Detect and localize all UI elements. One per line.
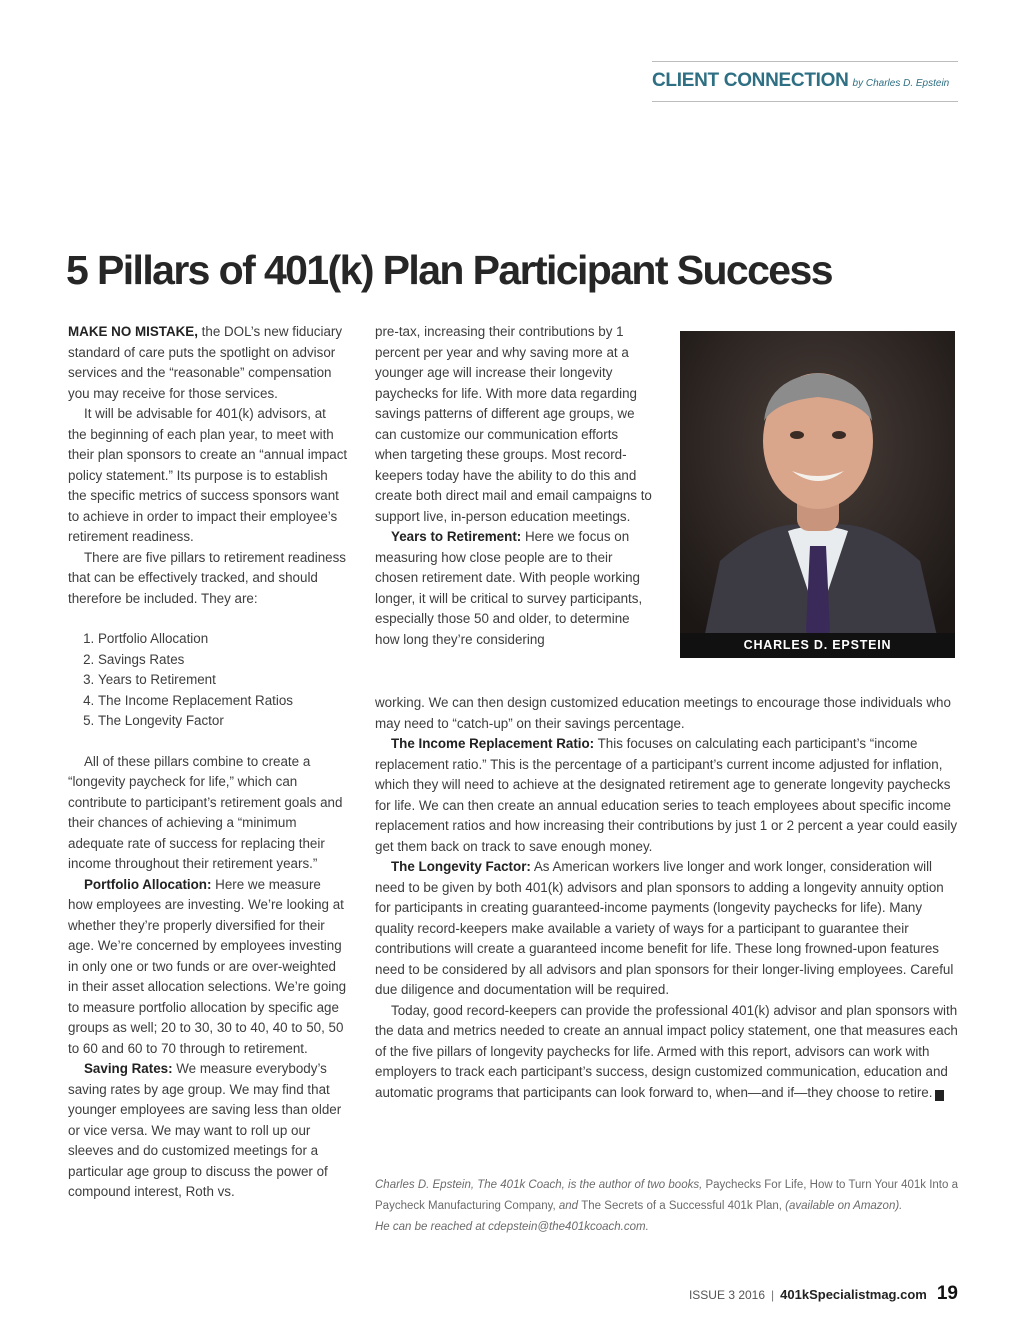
column-middle	[375, 322, 653, 650]
portrait-illustration	[680, 331, 955, 658]
subhead-income: The Income Replacement Ratio:	[391, 736, 595, 751]
book-title-2: The Secrets of a Successful 401k Plan,	[581, 1200, 782, 1212]
paragraph: There are five pillars to retirement readiness that can be effectively tracked, and should therefore be included. They are:	[68, 549, 346, 606]
lead-in: MAKE NO MISTAKE,	[68, 324, 198, 339]
paragraph: It will be advisable for 401(k) advisors, at the beginning of each plan year, to meet with their plan sponsors to create an “annual impact policy statement.” Its purpose is to establish the specific metrics of success sponsors want to achieve in order to impact their employee’s retirement readiness.	[68, 406, 348, 544]
paragraph: pre-tax, increasing their contributions by 1 percent per year and why saving more at a younger age will increase their longevity paychecks for life. With more data regarding savings patterns of different age groups, we can customize our communication efforts when targeting these groups. Most record-keepers today have the ability to do this and create both direct mail and email campaigns to support live, in-person education meetings.	[375, 324, 652, 524]
column-wide	[375, 693, 959, 1103]
footer-separator: |	[771, 1288, 775, 1302]
text-closing: Today, good record-keepers can provide the professional 401(k) advisor and plan sponsors with the data and metrics needed to create an annual impact policy statement, one that measures each of the five pillars of longevity paychecks for life. Armed with this report, advisors can work with employers to track each participant’s success, design customized communication, education and automatic programs that participants can look forward to, when—and if—they choose to retire.	[375, 1002, 958, 1100]
subhead-portfolio: Portfolio Allocation:	[84, 876, 212, 892]
header-rule-top	[652, 61, 958, 62]
subhead-longevity: The Longevity Factor:	[391, 859, 531, 874]
bio-text: Charles D. Epstein, The 401k Coach, is the author of two books,	[375, 1179, 706, 1191]
list-item: 4. The Income Replacement Ratios	[98, 691, 348, 712]
page-number: 19	[936, 1283, 958, 1304]
page-footer	[689, 1283, 958, 1305]
header-rule-bottom	[652, 101, 958, 102]
text-income: This focuses on calculating each participant’s “income replacement ratio.” This is the percentage of a participant’s current income adjusted for inflation, which they will need to achieve at the designated retirement age to generate longevity paychecks for life. We can then create an annual education series to teach employees about specific income replacement ratios and how increasing their contributions by just 1 or 2 percent a year could easily get them back on track to save enough money.	[375, 736, 958, 854]
bio-contact: He can be reached at cdepstein@the401kcoach.com.	[375, 1221, 649, 1233]
section-name: CLIENT CONNECTION	[652, 70, 849, 91]
author-bio	[375, 1175, 965, 1238]
end-mark-icon: K	[935, 1090, 944, 1101]
column-left	[68, 322, 348, 1203]
list-item: 1. Portfolio Allocation	[98, 629, 348, 650]
text-years: Here we focus on measuring how close people are to their chosen retirement date. With people working longer, it will be critical to survey participants, especially those 50 and older, to determine how long they’re considering	[375, 529, 643, 647]
site-link[interactable]: 401kSpecialistmag.com	[780, 1287, 927, 1302]
issue-label: ISSUE 3 2016	[688, 1288, 766, 1302]
bio-text: (available on Amazon).	[781, 1200, 903, 1212]
list-item: 5. The Longevity Factor	[98, 711, 348, 732]
bio-text: and	[555, 1200, 582, 1212]
paragraph-closing	[375, 1001, 959, 1104]
subhead-savings: Saving Rates:	[84, 1061, 173, 1076]
paragraph: working. We can then design customized education meetings to encourage those individuals who may need to “catch-up” on their savings percentage.	[375, 695, 951, 731]
book-title-1: Paychecks For Life, How to Turn Your 401k Into a Paycheck Manufacturing Company,	[375, 1179, 958, 1212]
list-item: 3. Years to Retirement	[98, 670, 348, 691]
photo-caption: CHARLES D. EPSTEIN	[680, 633, 955, 658]
intro-paragraph	[68, 322, 348, 404]
text-longevity: As American workers live longer and work longer, consideration will need to be given by both 401(k) advisors and plan sponsors to adding a longevity annuity option for participants in creating guaranteed-income payments (longevity paychecks for life). Many quality record-keepers make available a variety of ways for a participant to guarantee their contributions will create a guaranteed income benefit for life. These long frowned-upon features need to be considered by all advisors and plan sponsors for their longer-living employees. Careful due diligence and documentation will be required.	[375, 859, 954, 997]
paragraph-longevity	[375, 857, 959, 1001]
pillars-list	[68, 629, 348, 732]
paragraph-portfolio	[68, 875, 348, 1060]
paragraph: All of these pillars combine to create a “longevity paycheck for life,” which can contribute to participant’s retirement goals and their chances of achieving a “minimum adequate rate of success for replacing their income throughout their retirement years.”	[68, 753, 343, 871]
list-item: 2. Savings Rates	[98, 650, 348, 671]
paragraph-years	[375, 527, 653, 650]
section-header	[652, 70, 958, 92]
article-title: 5 Pillars of 401(k) Plan Participant Success	[66, 247, 832, 293]
intro-text: the DOL’s new fiduciary standard of care puts the spotlight on advisor services and the “reasonable” compensation you may receive for those services.	[68, 324, 343, 401]
author-photo	[680, 331, 955, 658]
subhead-years: Years to Retirement:	[391, 529, 522, 544]
paragraph-savings	[68, 1059, 348, 1203]
byline: by Charles D. Epstein	[852, 78, 950, 89]
paragraph-income	[375, 734, 959, 857]
text-savings: We measure everybody’s saving rates by age group. We may find that younger employees are saving less than older or vice versa. We may want to roll up our sleeves and do customized meetings for a particular age group to discuss the power of compound interest, Roth vs.	[68, 1061, 342, 1199]
text-portfolio: Here we measure how employees are investing. We’re looking at whether they’re properly diversified for their age. We’re concerned by employees investing in only one or two funds or are over-weighted in their asset allocation selections. We’re going to measure portfolio allocation by specific age groups as well; 20 to 30, 30 to 40, 40 to 50, 50 to 60 and 60 to 70 through to retirement.	[68, 876, 347, 1056]
